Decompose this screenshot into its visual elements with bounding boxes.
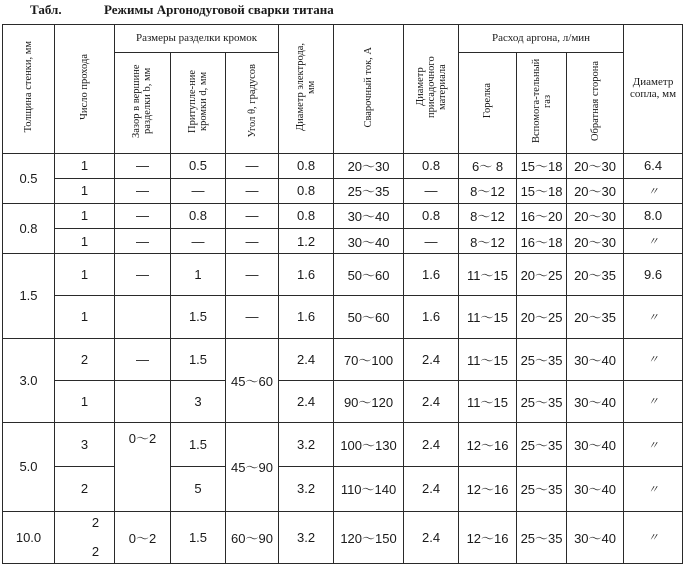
aux-gas-cell: 16～18	[517, 228, 567, 253]
table-row	[3, 254, 683, 296]
table-row	[3, 178, 683, 203]
header-nozzle: Диаметр сопла, мм	[624, 25, 683, 154]
thickness-cell: 10.0	[3, 511, 55, 563]
passes-cell: 1	[55, 203, 115, 228]
passes-cell: 1	[55, 254, 115, 296]
torch-cell: 11～15	[459, 338, 517, 380]
nozzle-cell: 6.4	[624, 153, 683, 178]
electrode-cell: 3.2	[279, 423, 334, 467]
back-side-cell: 20～30	[567, 228, 624, 253]
back-side-cell: 30～40	[567, 338, 624, 380]
nozzle-cell: 8.0	[624, 203, 683, 228]
gap-cell	[115, 380, 171, 422]
angle-cell: —	[226, 178, 279, 203]
gap-cell: —	[115, 254, 171, 296]
thickness-cell: 0.5	[3, 153, 55, 203]
electrode-cell: 0.8	[279, 178, 334, 203]
back-side-cell: 20～35	[567, 254, 624, 296]
nozzle-cell: 〃	[624, 380, 683, 422]
header-back-side: Обратная сторона	[567, 53, 624, 154]
filler-cell: 2.4	[404, 423, 459, 467]
torch-cell: 8～12	[459, 203, 517, 228]
filler-cell: 1.6	[404, 296, 459, 338]
electrode-cell: 2.4	[279, 338, 334, 380]
table-row	[3, 296, 683, 338]
thickness-cell: 3.0	[3, 338, 55, 423]
table-row	[3, 203, 683, 228]
angle-cell: —	[226, 203, 279, 228]
gap-cell: —	[115, 228, 171, 253]
electrode-cell: 3.2	[279, 467, 334, 511]
thickness-cell: 1.5	[3, 254, 55, 339]
header-current: Сварочный ток, А	[334, 25, 404, 154]
aux-gas-cell: 20～25	[517, 254, 567, 296]
current-cell: 25～35	[334, 178, 404, 203]
passes-value: 2	[91, 515, 100, 531]
current-cell: 30～40	[334, 203, 404, 228]
electrode-cell: 0.8	[279, 203, 334, 228]
blunt-cell: 3	[171, 380, 226, 422]
gap-cell: 0～2	[115, 423, 171, 512]
blunt-cell: 1.5	[171, 511, 226, 563]
aux-gas-cell: 25～35	[517, 511, 567, 563]
back-side-cell: 30～40	[567, 511, 624, 563]
header-angle: Угол θ, градусов	[226, 53, 279, 154]
gap-cell	[115, 296, 171, 338]
blunt-cell: 1.5	[171, 423, 226, 467]
header-groove-group: Размеры разделки кромок	[115, 25, 279, 53]
current-cell: 20～30	[334, 153, 404, 178]
electrode-cell: 2.4	[279, 380, 334, 422]
back-side-cell: 20～30	[567, 153, 624, 178]
nozzle-cell: 〃	[624, 296, 683, 338]
table-row	[3, 511, 683, 563]
aux-gas-cell: 16～20	[517, 203, 567, 228]
angle-cell: —	[226, 296, 279, 338]
torch-cell: 11～15	[459, 254, 517, 296]
nozzle-cell: 9.6	[624, 254, 683, 296]
electrode-cell: 3.2	[279, 511, 334, 563]
passes-cell: 1	[55, 296, 115, 338]
filler-cell: —	[404, 228, 459, 253]
thickness-cell: 5.0	[3, 423, 55, 512]
nozzle-cell: 〃	[624, 467, 683, 511]
nozzle-cell: 〃	[624, 228, 683, 253]
current-cell: 30～40	[334, 228, 404, 253]
back-side-cell: 30～40	[567, 380, 624, 422]
aux-gas-cell: 15～18	[517, 153, 567, 178]
blunt-cell: 1	[171, 254, 226, 296]
passes-cell: 1	[55, 380, 115, 422]
nozzle-cell: 〃	[624, 338, 683, 380]
angle-cell: 45～90	[226, 423, 279, 512]
table-caption	[0, 2, 685, 20]
filler-cell: 1.6	[404, 254, 459, 296]
torch-cell: 12～16	[459, 423, 517, 467]
torch-cell: 6～ 8	[459, 153, 517, 178]
blunt-cell: 0.5	[171, 153, 226, 178]
current-cell: 50～60	[334, 254, 404, 296]
electrode-cell: 1.2	[279, 228, 334, 253]
passes-cell: 2	[55, 338, 115, 380]
header-thickness: Толщина стенки, мм	[3, 25, 55, 154]
table-row	[3, 338, 683, 380]
passes-cell: 1	[55, 228, 115, 253]
gap-cell: 0～2	[115, 511, 171, 563]
table-row	[3, 467, 683, 511]
gap-cell: —	[115, 178, 171, 203]
aux-gas-cell: 25～35	[517, 380, 567, 422]
header-filler: Диаметр присадочного материала	[404, 25, 459, 154]
table-row	[3, 228, 683, 253]
aux-gas-cell: 25～35	[517, 338, 567, 380]
thickness-cell: 0.8	[3, 203, 55, 253]
back-side-cell: 20～30	[567, 203, 624, 228]
angle-cell: —	[226, 228, 279, 253]
gap-cell: —	[115, 153, 171, 178]
aux-gas-cell: 25～35	[517, 467, 567, 511]
nozzle-cell: 〃	[624, 511, 683, 563]
filler-cell: 2.4	[404, 338, 459, 380]
current-cell: 110～140	[334, 467, 404, 511]
filler-cell: 2.4	[404, 511, 459, 563]
nozzle-cell: 〃	[624, 178, 683, 203]
filler-cell: 0.8	[404, 153, 459, 178]
blunt-cell: 1.5	[171, 296, 226, 338]
angle-cell: 45～60	[226, 338, 279, 423]
back-side-cell: 20～30	[567, 178, 624, 203]
torch-cell: 8～12	[459, 178, 517, 203]
blunt-cell: 1.5	[171, 338, 226, 380]
header-torch: Горелка	[459, 53, 517, 154]
blunt-cell: —	[171, 178, 226, 203]
back-side-cell: 30～40	[567, 467, 624, 511]
current-cell: 120～150	[334, 511, 404, 563]
nozzle-cell: 〃	[624, 423, 683, 467]
gap-cell: —	[115, 338, 171, 380]
passes-cell: 3	[55, 423, 115, 467]
electrode-cell: 0.8	[279, 153, 334, 178]
torch-cell: 11～15	[459, 296, 517, 338]
filler-cell: 0.8	[404, 203, 459, 228]
header-blunt: Притупле-ние кромки d, мм	[171, 53, 226, 154]
blunt-cell: 5	[171, 467, 226, 511]
passes-value: 2	[91, 544, 100, 560]
passes-cell	[55, 511, 115, 563]
filler-cell: 2.4	[404, 467, 459, 511]
table-row	[3, 380, 683, 422]
current-cell: 70～100	[334, 338, 404, 380]
header-electrode: Диаметр электрода, мм	[279, 25, 334, 154]
current-cell: 90～120	[334, 380, 404, 422]
current-cell: 50～60	[334, 296, 404, 338]
blunt-cell: —	[171, 228, 226, 253]
table-number: Табл.	[30, 2, 62, 17]
torch-cell: 12～16	[459, 467, 517, 511]
welding-modes-table	[2, 24, 683, 564]
electrode-cell: 1.6	[279, 296, 334, 338]
passes-cell: 2	[55, 467, 115, 511]
blunt-cell: 0.8	[171, 203, 226, 228]
table-row	[3, 153, 683, 178]
torch-cell: 8～12	[459, 228, 517, 253]
angle-cell: —	[226, 254, 279, 296]
table-title: Режимы Аргонодуговой сварки титана	[104, 2, 334, 17]
filler-cell: —	[404, 178, 459, 203]
back-side-cell: 20～35	[567, 296, 624, 338]
aux-gas-cell: 20～25	[517, 296, 567, 338]
header-passes: Число прохода	[55, 25, 115, 154]
torch-cell: 11～15	[459, 380, 517, 422]
current-cell: 100～130	[334, 423, 404, 467]
aux-gas-cell: 25～35	[517, 423, 567, 467]
angle-cell: 60～90	[226, 511, 279, 563]
table-row	[3, 423, 683, 467]
header-argon-group: Расход аргона, л/мин	[459, 25, 624, 53]
aux-gas-cell: 15～18	[517, 178, 567, 203]
torch-cell: 12～16	[459, 511, 517, 563]
header-aux-gas: Вспомога-тельный газ	[517, 53, 567, 154]
header-gap: Зазор в вершине разделки b, мм	[115, 53, 171, 154]
electrode-cell: 1.6	[279, 254, 334, 296]
passes-cell: 1	[55, 153, 115, 178]
filler-cell: 2.4	[404, 380, 459, 422]
gap-cell: —	[115, 203, 171, 228]
back-side-cell: 30～40	[567, 423, 624, 467]
passes-cell: 1	[55, 178, 115, 203]
angle-cell: —	[226, 153, 279, 178]
